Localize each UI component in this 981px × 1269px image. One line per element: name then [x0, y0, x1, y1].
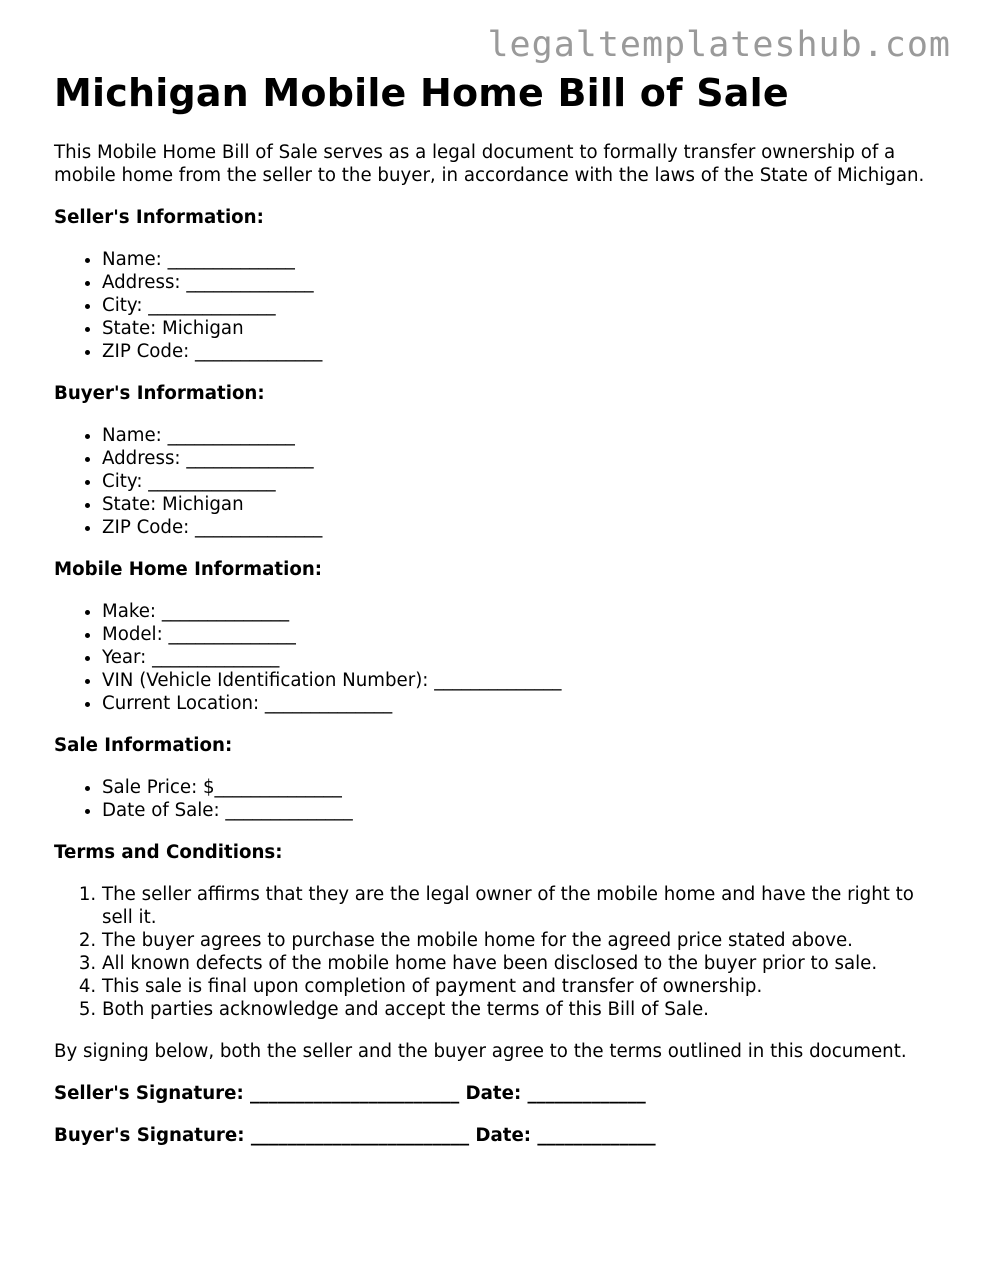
document-content — [54, 70, 934, 1147]
buyer-list — [54, 424, 934, 539]
seller-list — [54, 248, 934, 363]
buyer-city-item: • City: ______________ — [102, 470, 934, 493]
mobile-home-location-item: • Current Location: ______________ — [102, 692, 934, 715]
terms-item: 2. The buyer agrees to purchase the mobile home for the agreed price stated above. — [102, 929, 934, 952]
mobile-home-heading: Mobile Home Information: — [54, 559, 323, 580]
buyer-signature-line: Buyer's Signature: ________________________ Date: _____________ — [54, 1125, 656, 1146]
sale-heading: Sale Information: — [54, 735, 233, 756]
buyer-state-item: • State: Michigan — [102, 493, 934, 516]
closing-paragraph: By signing below, both the seller and the buyer agree to the terms outlined in this document. — [54, 1041, 907, 1062]
buyer-heading: Buyer's Information: — [54, 383, 265, 404]
intro-paragraph: This Mobile Home Bill of Sale serves as a legal document to formally transfer ownership of a mobile home from the seller to the buyer, in accordance with the laws of the State of Michigan. — [54, 142, 925, 186]
mobile-home-vin-item: • VIN (Vehicle Identification Number): ______________ — [102, 669, 934, 692]
buyer-address-item: • Address: ______________ — [102, 447, 934, 470]
seller-city-item: • City: ______________ — [102, 294, 934, 317]
sale-list — [54, 776, 934, 822]
seller-zip-item: • ZIP Code: ______________ — [102, 340, 934, 363]
buyer-zip-item: • ZIP Code: ______________ — [102, 516, 934, 539]
seller-name-item: • Name: ______________ — [102, 248, 934, 271]
mobile-home-model-item: • Model: ______________ — [102, 623, 934, 646]
mobile-home-make-item: • Make: ______________ — [102, 600, 934, 623]
watermark: legaltemplateshub.com — [487, 25, 951, 65]
terms-item: 3. All known defects of the mobile home have been disclosed to the buyer prior to sale. — [102, 952, 934, 975]
sale-date-item: • Date of Sale: ______________ — [102, 799, 934, 822]
seller-state-item: • State: Michigan — [102, 317, 934, 340]
terms-heading: Terms and Conditions: — [54, 842, 283, 863]
seller-signature-line: Seller's Signature: _______________________ Date: _____________ — [54, 1083, 646, 1104]
terms-item: 1. The seller affirms that they are the legal owner of the mobile home and have the right to sell it. — [102, 883, 934, 929]
sale-price-item: • Sale Price: $______________ — [102, 776, 934, 799]
buyer-name-item: • Name: ______________ — [102, 424, 934, 447]
terms-item: 4. This sale is final upon completion of payment and transfer of ownership. — [102, 975, 934, 998]
mobile-home-list — [54, 600, 934, 715]
terms-list — [54, 883, 934, 1021]
mobile-home-year-item: • Year: ______________ — [102, 646, 934, 669]
page-title: Michigan Mobile Home Bill of Sale — [54, 71, 789, 115]
terms-item: 5. Both parties acknowledge and accept the terms of this Bill of Sale. — [102, 998, 934, 1021]
seller-heading: Seller's Information: — [54, 207, 264, 228]
seller-address-item: • Address: ______________ — [102, 271, 934, 294]
